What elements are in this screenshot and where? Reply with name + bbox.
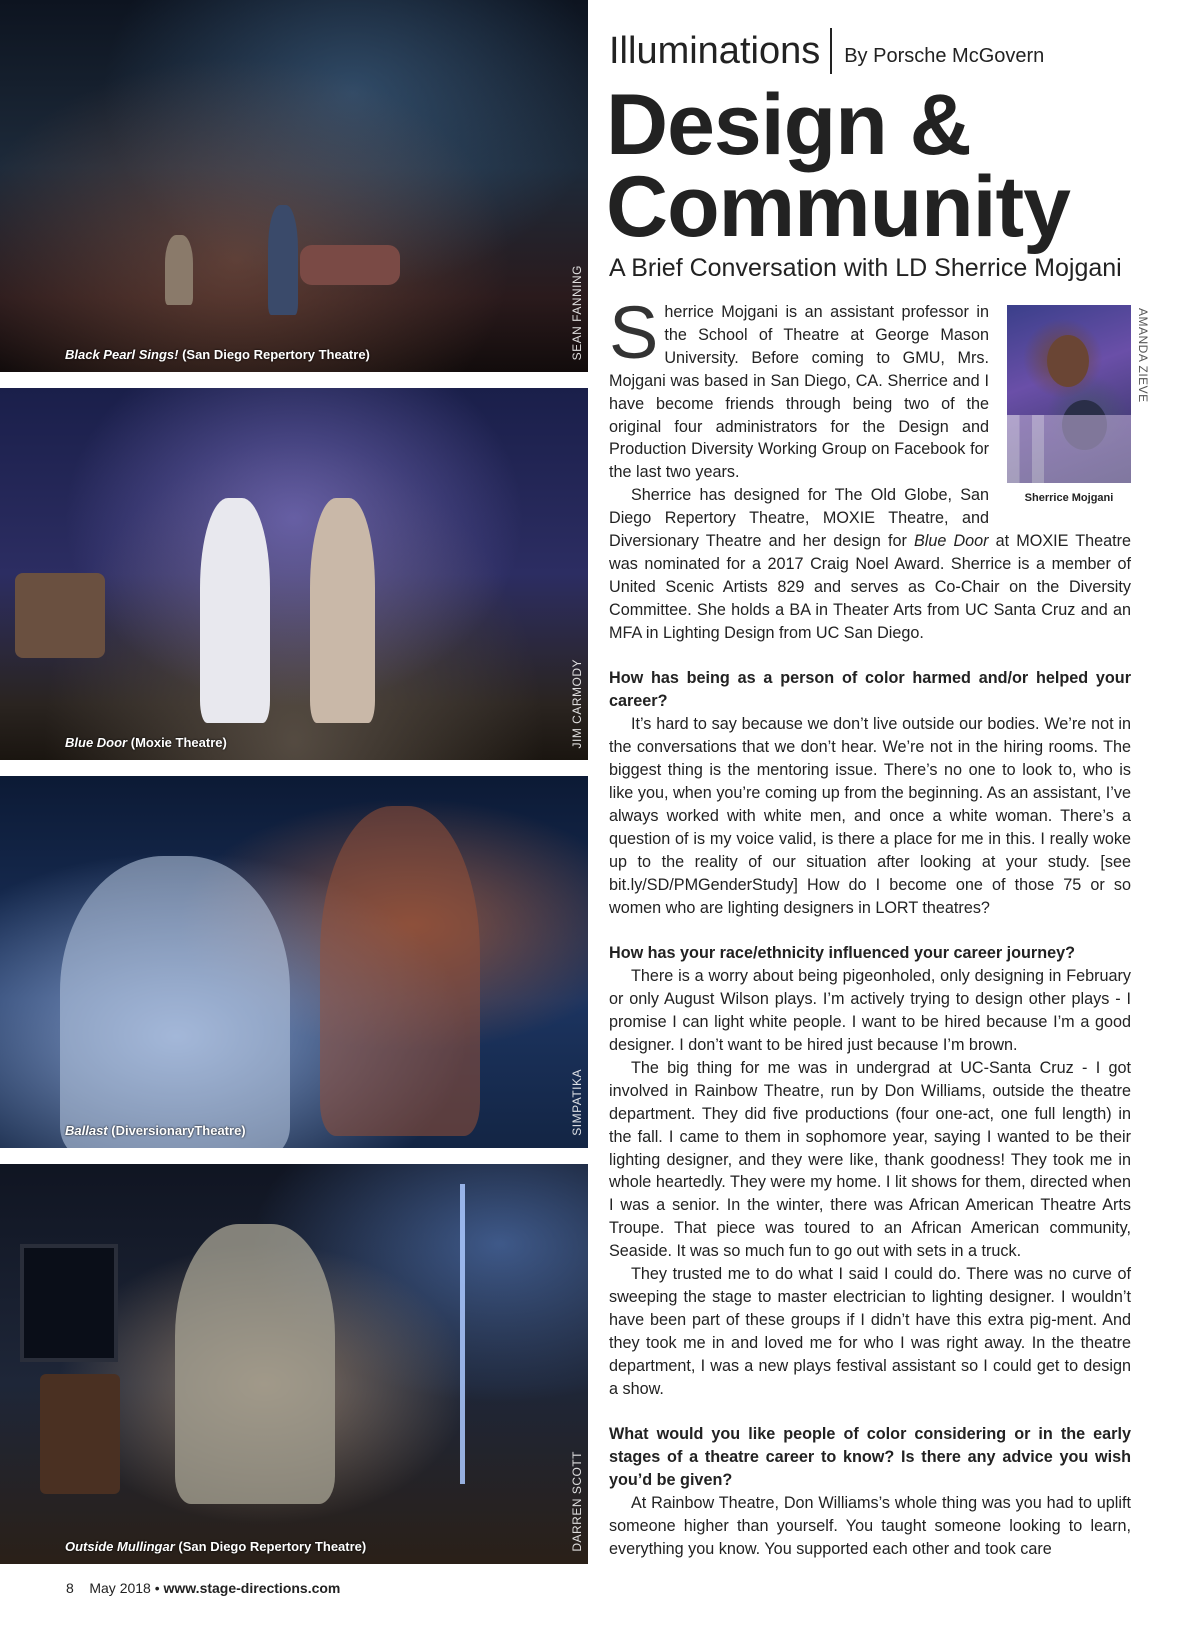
performer-figure [60,856,290,1148]
light-strip [460,1184,465,1484]
photo-blue-door [0,388,588,760]
portrait-figure [1007,305,1131,510]
photo-ballast [0,776,588,1148]
headline [606,77,1166,255]
headline-line: Community [606,159,1070,255]
headline-line: Design & [606,77,971,173]
issue-date: May 2018 [89,1580,151,1596]
portrait-photo [1007,305,1131,483]
intro-paragraph: Sherrice Mojgani is an assistant professor in the School of Theatre at George Mason University. Before coming to GMU, Mrs. Mojgani was based in San Diego, CA. Sherrice and I have become friends through being two of the original four administrators for the Design and Production Diversity Working Group on Facebook for the last two years. [609,291,989,482]
chair-prop [40,1374,120,1494]
photo-black-pearl-sings [0,0,588,372]
photo-outside-mullingar [0,1164,588,1564]
subheadline: A Brief Conversation with LD Sherrice Mojgani [609,254,1122,282]
performer-figure [200,498,270,723]
face-shape [1047,335,1089,387]
photo-caption: Black Pearl Sings! (San Diego Repertory Theatre) [65,347,370,362]
page-number: 8 [66,1580,74,1596]
portrait-credit: AMANDA ZIEVE [1136,308,1150,403]
paragraph: There is a worry about being pigeonholed, only designing in February or only August Wilson plays. I’m actively trying to design other plays - I promise I can light white people. I want to be hired because I’m a good designer. I don’t want to be hired just because I’m brown. [609,967,1131,1054]
chair-prop [15,573,105,658]
photo-credit: DARREN SCOTT [570,1451,584,1552]
photo-caption: Blue Door (Moxie Theatre) [65,735,227,750]
performer-figure [165,235,193,305]
photo-credit: SIMPATIKA [570,1069,584,1136]
website-link[interactable]: www.stage-directions.com [163,1580,341,1596]
paragraph: It’s hard to say because we don’t live outside our bodies. We’re not in the conversations that we don’t hear. We’re not in the hiring rooms. The biggest thing is the mentoring issue. There’s no one to look to, who is like you, when you’re coming up from the beginning. As an assistant, I’ve always worked with white men, and once a white woman. There’s a question of is my voice valid, is there a place for me in this. I really woke up to the reality of our situation after looking at your study. [see bit.ly/SD/PMGenderStudy] How do I become one of those 75 or so women who are lighting designers in LORT theatres? [609,715,1131,917]
photo-caption: Ballast (DiversionaryTheatre) [65,1123,246,1138]
paragraph: They trusted me to do what I said I could do. There was no curve of sweeping the stage to master electrician to lighting designer. I wouldn’t have been part of these groups if I didn’t have this extra pig-ment. And they took me in and loved me for who I was right away. In the theatre department, I was a new plays festival assistant so I could get to design a show. [609,1265,1131,1398]
photo-credit: JIM CARMODY [570,658,584,748]
portrait-caption: Sherrice Mojgani [1024,492,1114,504]
photo-caption: Outside Mullingar (San Diego Repertory Theatre) [65,1539,367,1554]
paragraph: The big thing for me was in undergrad at UC-Santa Cruz - I got involved in Rainbow Theatre, run by Don Williams, outside the theatre department. They did five productions (four one-act, one full length) in the fall. I came to them in sophomore year, saying I wanted to be their lighting designer, and they were like, thank goodness! They took me in whole heartedly. They were my home. I lit shows for them, directed when I was a senior. In the winter, there was African American Theatre Arts Troupe. That piece was toured to an African American community, Seaside. It was so much fun to go out with sets in a truck. [609,1058,1131,1261]
photo-credit: SEAN FANNING [570,264,584,360]
performer-figure [175,1224,335,1504]
performer-figure [320,806,480,1136]
byline: By Porsche McGovern [844,44,1045,67]
interview-question: What would you like people of color considering or in the early stages of a theatre career to know? Is there any advice you wish you’d be given? [609,1425,1131,1490]
interview-question: How has your race/ethnicity influenced your career journey? [609,944,1075,963]
page-footer [66,1580,340,1596]
paragraph: At Rainbow Theatre, Don Williams’s whole thing was you had to uplift someone higher than yourself. You taught someone looking to learn, everything you know. You supported each other and took care [609,1494,1131,1558]
paragraph: Sherrice has designed for The Old Globe, San Diego Repertory Theatre, MOXIE Theatre, and Diversionary Theatre and her design for Blue Door at MOXIE Theatre was nominated for a 2017 Craig Noel Award. Sherrice is a member of United Scenic Artists 829 and serves as Co-Chair on the Diversity Committee. She holds a BA in Theater Arts from UC Santa Cruz and an MFA in Lighting Design from UC San Diego. [609,486,1131,642]
section-name: Illuminations [609,29,821,72]
sofa-prop [300,245,400,285]
drop-cap: S [609,291,659,374]
footer-separator: • [154,1580,160,1596]
interview-question: How has being as a person of color harmed and/or helped your career? [609,669,1131,711]
performer-figure [310,498,375,723]
performer-figure [268,205,298,315]
article-body [609,291,1131,1561]
window-prop [20,1244,118,1362]
section-kicker [609,28,1044,74]
kicker-divider [830,28,832,74]
clothing-shape [1007,415,1131,483]
